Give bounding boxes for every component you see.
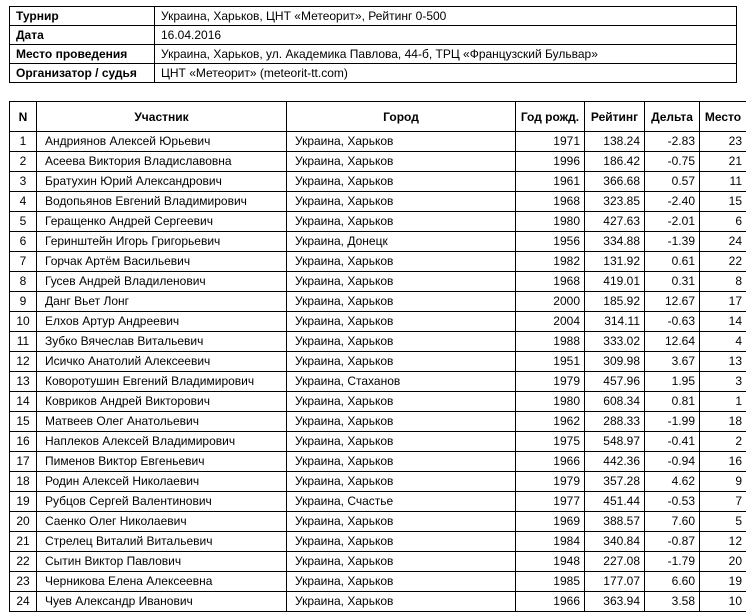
table-row xyxy=(10,172,746,192)
cell-place: 16 xyxy=(700,452,746,472)
cell-rating: 131.92 xyxy=(585,252,645,272)
cell-place: 17 xyxy=(700,292,746,312)
cell-place: 21 xyxy=(700,152,746,172)
cell-participant: Геринштейн Игорь Григорьевич xyxy=(37,232,287,252)
cell-birth-year: 1980 xyxy=(516,212,585,232)
cell-delta: -0.87 xyxy=(645,532,700,552)
cell-city: Украина, Харьков xyxy=(287,252,516,272)
table-row xyxy=(10,212,746,232)
cell-participant: Рубцов Сергей Валентинович xyxy=(37,492,287,512)
table-row xyxy=(10,292,746,312)
cell-rating: 309.98 xyxy=(585,352,645,372)
cell-number: 14 xyxy=(10,392,37,412)
header-rating: Рейтинг xyxy=(585,102,645,132)
cell-delta: 0.31 xyxy=(645,272,700,292)
cell-place: 1 xyxy=(700,392,746,412)
cell-birth-year: 1988 xyxy=(516,332,585,352)
cell-number: 2 xyxy=(10,152,37,172)
cell-place: 9 xyxy=(700,472,746,492)
cell-delta: -2.40 xyxy=(645,192,700,212)
cell-place: 8 xyxy=(700,272,746,292)
venue-value: Украина, Харьков, ул. Академика Павлова, 44-б, ТРЦ «Французский Бульвар» xyxy=(155,45,737,64)
cell-number: 3 xyxy=(10,172,37,192)
venue-row xyxy=(10,45,737,64)
cell-number: 24 xyxy=(10,592,37,612)
organizer-row xyxy=(10,64,737,83)
cell-participant: Гусев Андрей Владиленович xyxy=(37,272,287,292)
header-city: Город xyxy=(287,102,516,132)
organizer-value: ЦНТ «Метеорит» (meteorit-tt.com) xyxy=(155,64,737,83)
cell-birth-year: 1966 xyxy=(516,592,585,612)
cell-delta: 3.67 xyxy=(645,352,700,372)
cell-birth-year: 2004 xyxy=(516,312,585,332)
cell-number: 12 xyxy=(10,352,37,372)
cell-number: 10 xyxy=(10,312,37,332)
cell-participant: Исичко Анатолий Алексеевич xyxy=(37,352,287,372)
cell-place: 20 xyxy=(700,552,746,572)
cell-rating: 363.94 xyxy=(585,592,645,612)
tournament-row xyxy=(10,7,737,26)
cell-city: Украина, Харьков xyxy=(287,272,516,292)
cell-participant: Стрелец Виталий Витальевич xyxy=(37,532,287,552)
cell-rating: 177.07 xyxy=(585,572,645,592)
cell-birth-year: 1961 xyxy=(516,172,585,192)
cell-delta: -0.94 xyxy=(645,452,700,472)
cell-delta: -0.63 xyxy=(645,312,700,332)
cell-rating: 388.57 xyxy=(585,512,645,532)
cell-number: 22 xyxy=(10,552,37,572)
cell-participant: Водопьянов Евгений Владимирович xyxy=(37,192,287,212)
cell-city: Украина, Харьков xyxy=(287,512,516,532)
cell-delta: 4.62 xyxy=(645,472,700,492)
cell-birth-year: 1977 xyxy=(516,492,585,512)
table-row xyxy=(10,192,746,212)
cell-city: Украина, Харьков xyxy=(287,552,516,572)
cell-birth-year: 1971 xyxy=(516,132,585,152)
cell-participant: Андриянов Алексей Юрьевич xyxy=(37,132,287,152)
cell-place: 11 xyxy=(700,172,746,192)
cell-delta: -1.99 xyxy=(645,412,700,432)
cell-city: Украина, Харьков xyxy=(287,472,516,492)
cell-participant: Саенко Олег Николаевич xyxy=(37,512,287,532)
cell-rating: 333.02 xyxy=(585,332,645,352)
cell-participant: Братухин Юрий Александрович xyxy=(37,172,287,192)
cell-number: 23 xyxy=(10,572,37,592)
cell-rating: 442.36 xyxy=(585,452,645,472)
table-row xyxy=(10,132,746,152)
cell-birth-year: 1975 xyxy=(516,432,585,452)
cell-rating: 419.01 xyxy=(585,272,645,292)
header-delta: Дельта xyxy=(645,102,700,132)
cell-rating: 457.96 xyxy=(585,372,645,392)
cell-place: 14 xyxy=(700,312,746,332)
cell-place: 7 xyxy=(700,492,746,512)
cell-rating: 427.63 xyxy=(585,212,645,232)
cell-place: 15 xyxy=(700,192,746,212)
table-row xyxy=(10,392,746,412)
header-birth-year: Год рожд. xyxy=(516,102,585,132)
cell-delta: -1.79 xyxy=(645,552,700,572)
cell-delta: 12.67 xyxy=(645,292,700,312)
cell-participant: Горчак Артём Васильевич xyxy=(37,252,287,272)
cell-birth-year: 1948 xyxy=(516,552,585,572)
cell-city: Украина, Харьков xyxy=(287,132,516,152)
cell-delta: -0.75 xyxy=(645,152,700,172)
cell-participant: Зубко Вячеслав Витальевич xyxy=(37,332,287,352)
table-row xyxy=(10,252,746,272)
cell-delta: 7.60 xyxy=(645,512,700,532)
header-number: N xyxy=(10,102,37,132)
cell-rating: 608.34 xyxy=(585,392,645,412)
tournament-info-table xyxy=(9,6,737,83)
cell-birth-year: 1968 xyxy=(516,192,585,212)
cell-birth-year: 1982 xyxy=(516,252,585,272)
cell-city: Украина, Харьков xyxy=(287,572,516,592)
cell-rating: 185.92 xyxy=(585,292,645,312)
cell-birth-year: 1980 xyxy=(516,392,585,412)
cell-city: Украина, Донецк xyxy=(287,232,516,252)
cell-birth-year: 1984 xyxy=(516,532,585,552)
cell-delta: -2.83 xyxy=(645,132,700,152)
cell-delta: 3.58 xyxy=(645,592,700,612)
cell-place: 3 xyxy=(700,372,746,392)
cell-participant: Наплеков Алексей Владимирович xyxy=(37,432,287,452)
organizer-label: Организатор / судья xyxy=(10,64,155,83)
cell-number: 9 xyxy=(10,292,37,312)
cell-birth-year: 1996 xyxy=(516,152,585,172)
cell-rating: 357.28 xyxy=(585,472,645,492)
cell-delta: 6.60 xyxy=(645,572,700,592)
cell-rating: 323.85 xyxy=(585,192,645,212)
cell-birth-year: 1951 xyxy=(516,352,585,372)
cell-delta: -1.39 xyxy=(645,232,700,252)
cell-number: 1 xyxy=(10,132,37,152)
cell-place: 4 xyxy=(700,332,746,352)
results-header-row xyxy=(10,102,746,132)
cell-delta: 0.81 xyxy=(645,392,700,412)
cell-city: Украина, Харьков xyxy=(287,532,516,552)
cell-number: 11 xyxy=(10,332,37,352)
table-row xyxy=(10,352,746,372)
cell-number: 13 xyxy=(10,372,37,392)
tournament-label: Турнир xyxy=(10,7,155,26)
cell-place: 13 xyxy=(700,352,746,372)
table-row xyxy=(10,472,746,492)
cell-delta: -2.01 xyxy=(645,212,700,232)
table-row xyxy=(10,312,746,332)
cell-rating: 314.11 xyxy=(585,312,645,332)
cell-birth-year: 1985 xyxy=(516,572,585,592)
cell-city: Украина, Харьков xyxy=(287,392,516,412)
table-row xyxy=(10,152,746,172)
cell-birth-year: 1968 xyxy=(516,272,585,292)
cell-city: Украина, Харьков xyxy=(287,212,516,232)
cell-rating: 340.84 xyxy=(585,532,645,552)
cell-city: Украина, Харьков xyxy=(287,332,516,352)
table-row xyxy=(10,532,746,552)
cell-participant: Чуев Александр Иванович xyxy=(37,592,287,612)
cell-place: 22 xyxy=(700,252,746,272)
cell-birth-year: 1962 xyxy=(516,412,585,432)
cell-number: 20 xyxy=(10,512,37,532)
cell-delta: 0.61 xyxy=(645,252,700,272)
cell-delta: 12.64 xyxy=(645,332,700,352)
table-row xyxy=(10,232,746,252)
table-row xyxy=(10,552,746,572)
cell-participant: Данг Вьет Лонг xyxy=(37,292,287,312)
cell-birth-year: 1956 xyxy=(516,232,585,252)
table-row xyxy=(10,432,746,452)
cell-birth-year: 1966 xyxy=(516,452,585,472)
cell-rating: 138.24 xyxy=(585,132,645,152)
cell-number: 6 xyxy=(10,232,37,252)
cell-rating: 366.68 xyxy=(585,172,645,192)
cell-city: Украина, Стаханов xyxy=(287,372,516,392)
cell-place: 6 xyxy=(700,212,746,232)
cell-rating: 334.88 xyxy=(585,232,645,252)
cell-participant: Елхов Артур Андреевич xyxy=(37,312,287,332)
cell-number: 15 xyxy=(10,412,37,432)
cell-place: 19 xyxy=(700,572,746,592)
date-row xyxy=(10,26,737,45)
cell-birth-year: 1969 xyxy=(516,512,585,532)
cell-number: 21 xyxy=(10,532,37,552)
cell-rating: 451.44 xyxy=(585,492,645,512)
header-participant: Участник xyxy=(37,102,287,132)
date-label: Дата xyxy=(10,26,155,45)
cell-rating: 186.42 xyxy=(585,152,645,172)
cell-delta: 0.57 xyxy=(645,172,700,192)
cell-place: 5 xyxy=(700,512,746,532)
cell-participant: Пименов Виктор Евгеньевич xyxy=(37,452,287,472)
cell-birth-year: 2000 xyxy=(516,292,585,312)
cell-number: 7 xyxy=(10,252,37,272)
cell-delta: -0.41 xyxy=(645,432,700,452)
cell-place: 2 xyxy=(700,432,746,452)
cell-city: Украина, Харьков xyxy=(287,192,516,212)
cell-number: 4 xyxy=(10,192,37,212)
venue-label: Место проведения xyxy=(10,45,155,64)
cell-participant: Геращенко Андрей Сергеевич xyxy=(37,212,287,232)
cell-participant: Асеева Виктория Владиславовна xyxy=(37,152,287,172)
cell-city: Украина, Харьков xyxy=(287,172,516,192)
cell-place: 12 xyxy=(700,532,746,552)
cell-city: Украина, Харьков xyxy=(287,452,516,472)
cell-rating: 548.97 xyxy=(585,432,645,452)
tournament-value: Украина, Харьков, ЦНТ «Метеорит», Рейтинг 0-500 xyxy=(155,7,737,26)
table-row xyxy=(10,372,746,392)
cell-city: Украина, Харьков xyxy=(287,152,516,172)
results-body xyxy=(10,132,746,612)
cell-city: Украина, Харьков xyxy=(287,432,516,452)
cell-place: 23 xyxy=(700,132,746,152)
cell-city: Украина, Харьков xyxy=(287,352,516,372)
cell-number: 18 xyxy=(10,472,37,492)
cell-place: 24 xyxy=(700,232,746,252)
cell-city: Украина, Харьков xyxy=(287,592,516,612)
cell-city: Украина, Харьков xyxy=(287,292,516,312)
cell-participant: Сытин Виктор Павлович xyxy=(37,552,287,572)
table-row xyxy=(10,412,746,432)
table-row xyxy=(10,492,746,512)
cell-delta: -0.53 xyxy=(645,492,700,512)
cell-number: 8 xyxy=(10,272,37,292)
cell-participant: Матвеев Олег Анатольевич xyxy=(37,412,287,432)
cell-rating: 288.33 xyxy=(585,412,645,432)
cell-city: Украина, Харьков xyxy=(287,412,516,432)
table-row xyxy=(10,452,746,472)
table-row xyxy=(10,512,746,532)
cell-number: 17 xyxy=(10,452,37,472)
cell-participant: Ковриков Андрей Викторович xyxy=(37,392,287,412)
cell-birth-year: 1979 xyxy=(516,372,585,392)
cell-city: Украина, Счастье xyxy=(287,492,516,512)
cell-rating: 227.08 xyxy=(585,552,645,572)
table-row xyxy=(10,332,746,352)
results-table xyxy=(9,101,746,612)
table-row xyxy=(10,272,746,292)
cell-place: 10 xyxy=(700,592,746,612)
cell-city: Украина, Харьков xyxy=(287,312,516,332)
cell-number: 19 xyxy=(10,492,37,512)
cell-participant: Родин Алексей Николаевич xyxy=(37,472,287,492)
table-row xyxy=(10,572,746,592)
cell-participant: Черникова Елена Алексеевна xyxy=(37,572,287,592)
table-row xyxy=(10,592,746,612)
cell-number: 5 xyxy=(10,212,37,232)
cell-place: 18 xyxy=(700,412,746,432)
cell-number: 16 xyxy=(10,432,37,452)
date-value: 16.04.2016 xyxy=(155,26,737,45)
cell-delta: 1.95 xyxy=(645,372,700,392)
cell-participant: Коворотушин Евгений Владимирович xyxy=(37,372,287,392)
cell-birth-year: 1979 xyxy=(516,472,585,492)
header-place: Место xyxy=(700,102,746,132)
